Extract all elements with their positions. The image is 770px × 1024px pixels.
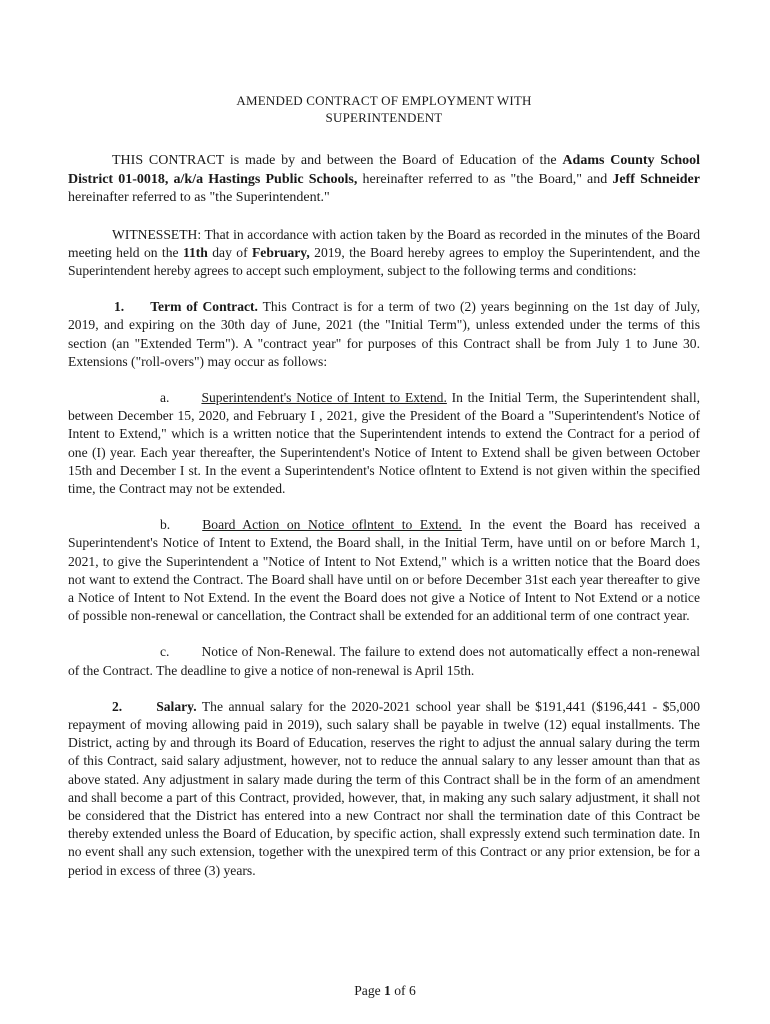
- subsection-b-heading: Board Action on Notice oflntent to Extend.: [202, 517, 462, 533]
- subsection-c: [68, 643, 700, 679]
- meeting-month: February,: [251, 244, 310, 260]
- superintendent-name: Jeff Schneider: [612, 171, 700, 187]
- section-1-number: 1.: [114, 299, 125, 315]
- subsection-b: [68, 516, 700, 625]
- subsection-b-text: In the event the Board has received a Superintendent's Notice of Intent to Extend, the Board shall, in the Initial Term, have until on or before March 1, 2021, to give the Superintendent a "Notice of Intent to Not Extend," which is a written notice that the Board does not want to extend the Contract. The Board shall have until on or before December 31st each year thereafter to give a Notice of Intent to Not Extend. In the event the Board does not give a Notice of Intent to Not Extend or a notice of possible non-renewal or cancellation, the Contract shall be extended for an additional term of one contract year.: [68, 517, 700, 624]
- witness-text-2: day of: [207, 244, 252, 260]
- document-body: [68, 92, 700, 880]
- page-number: 1: [384, 983, 391, 998]
- subsection-c-label: c.: [160, 644, 170, 660]
- title-line-1: AMENDED CONTRACT OF EMPLOYMENT WITH: [236, 93, 532, 108]
- intro-text-3: hereinafter referred to as "the Superintendent.": [68, 190, 330, 205]
- page-total: of 6: [390, 983, 416, 998]
- subsection-a-heading: Superintendent's Notice of Intent to Extend.: [201, 389, 447, 405]
- district-name: Adams County School District 01-0018, a/k/a Hastings Public Schools,: [68, 153, 701, 187]
- intro-text-2: hereinafter referred to as "the Board," and: [357, 171, 613, 187]
- witness-text-3: 2019, the Board hereby agrees to employ the Superintendent, and the Superintendent hereby agrees to accept such employment, subject to the following terms and conditions:: [68, 244, 700, 278]
- subsection-a-label: a.: [160, 389, 170, 405]
- witnesseth-paragraph: [68, 226, 700, 281]
- section-1-heading: Term of Contract.: [150, 299, 258, 315]
- witness-text-1: WITNESSETH: That in accordance with action taken by the Board as recorded in the minutes of the Board meeting held on the: [68, 226, 700, 260]
- section-2-heading: Salary.: [156, 698, 197, 714]
- section-2-salary: [68, 698, 700, 880]
- section-1-term: [68, 298, 700, 371]
- section-1-text: This Contract is for a term of two (2) years beginning on the 1st day of July, 2019, and expiring on the 30th day of June, 2021 (the "Initial Term"), unless extended under the terms of this section (an "Extended Term"). A "contract year" for purposes of this Contract shall be from July 1 to June 30. Extensions ("roll-overs") may occur as follows:: [68, 299, 700, 369]
- document-title: [68, 92, 700, 126]
- subsection-b-label: b.: [160, 517, 171, 533]
- intro-text-1: is made by and between the Board of Education of the: [224, 153, 563, 168]
- subsection-c-text: Notice of Non-Renewal. The failure to extend does not automatically effect a non-renewal of the Contract. The deadline to give a notice of non-renewal is April 15th.: [68, 644, 700, 678]
- page-label: Page: [354, 983, 385, 998]
- meeting-day: 11th: [182, 244, 208, 260]
- title-line-2: SUPERINTENDENT: [325, 110, 443, 125]
- section-2-text: The annual salary for the 2020-2021 school year shall be $191,441 ($196,441 - $5,000 repayment of moving allowing paid in 2019), such salary shall be payable in twelve (12) equal installments. The District, acting by and through its Board of Education, reserves the right to adjust the annual salary during the term of this Contract, said salary adjustment, however, not to reduce the annual salary to any lesser amount than that as above stated. Any adjustment in salary made during the term of this Contract shall be in the form of an amendment and shall become a part of this Contract, provided, however, that, in making any such salary adjustment, it shall not be considered that the District has entered into a new Contract nor shall the termination date of this Contract be thereby extended unless the Board of Education, by specific action, shall expressly extend such termination date. In no event shall any such extension, together with the unexpired term of this Contract or any prior extension, be for a period in excess of three (3) years.: [68, 698, 700, 878]
- subsection-a-text: In the Initial Term, the Superintendent shall, between December 15, 2020, and February I , 2021, give the President of the Board a "Superintendent's Notice of Intent to Extend," which is a written notice that the Superintendent intends to extend the Contract for a period of one (I) year. Each year thereafter, the Superintendent's Notice of Intent to Extend shall be given between October 15th and December I st. In the event a Superintendent's Notice oflntent to Extend is not given within the specified time, the Contract may not be extended.: [68, 389, 700, 496]
- section-2-number: 2.: [112, 698, 123, 714]
- subsection-a: [68, 389, 700, 498]
- intro-paragraph: [68, 152, 700, 208]
- page-footer: [0, 983, 770, 999]
- intro-lead: THIS CONTRACT: [112, 153, 225, 168]
